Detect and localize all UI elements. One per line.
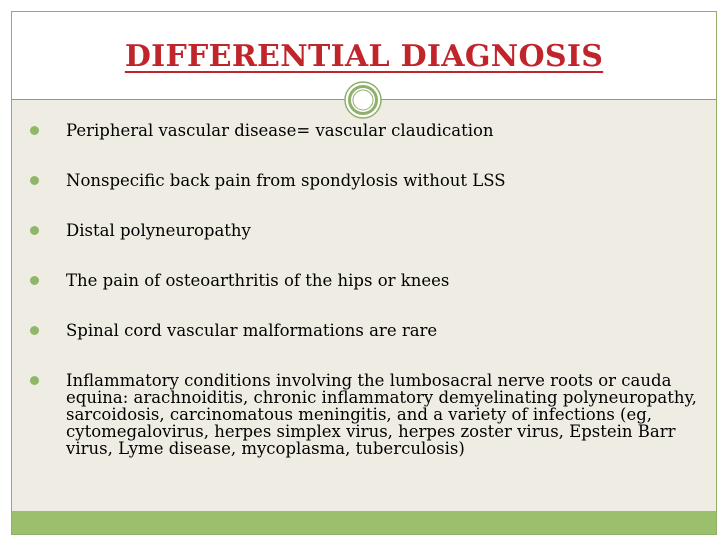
circle-bullet-icon [30, 176, 39, 185]
bullet-text: Distal polyneuropathy [66, 221, 251, 240]
circle-bullet-icon [30, 276, 39, 285]
list-item [20, 272, 700, 289]
bullet-list [20, 122, 700, 457]
list-item [20, 172, 700, 189]
bullet-text: Spinal cord vascular malformations are rare [66, 321, 438, 340]
bullet-text: The pain of osteoarthritis of the hips or knees [66, 271, 450, 290]
slide-title: DIFFERENTIAL DIAGNOSIS [124, 39, 604, 74]
bullet-text: Nonspecific back pain from spondylosis without LSS [66, 171, 506, 190]
circle-bullet-icon [30, 326, 39, 335]
list-item [20, 222, 700, 239]
bullet-text: Peripheral vascular disease= vascular claudication [66, 121, 494, 140]
list-item [20, 322, 700, 339]
circle-bullet-icon [30, 126, 39, 135]
circle-bullet-icon [30, 226, 39, 235]
footer-bar [12, 511, 716, 534]
circle-bullet-icon [30, 376, 39, 385]
concentric-circle-emblem-icon [344, 81, 382, 119]
list-item [20, 122, 700, 139]
list-item [20, 372, 700, 457]
bullet-text: Inflammatory conditions involving the lumbosacral nerve roots or cauda equina: arachnoiditis, chronic inflammatory demyelinating polyneuropathy, sarcoidosis, carcinomatous meningitis, and a variety of infections (eg, cytomegalovirus, herpes simplex virus, herpes zoster virus, Epstein Barr virus, Lyme disease, mycoplasma, tuberculosis) [66, 371, 697, 458]
